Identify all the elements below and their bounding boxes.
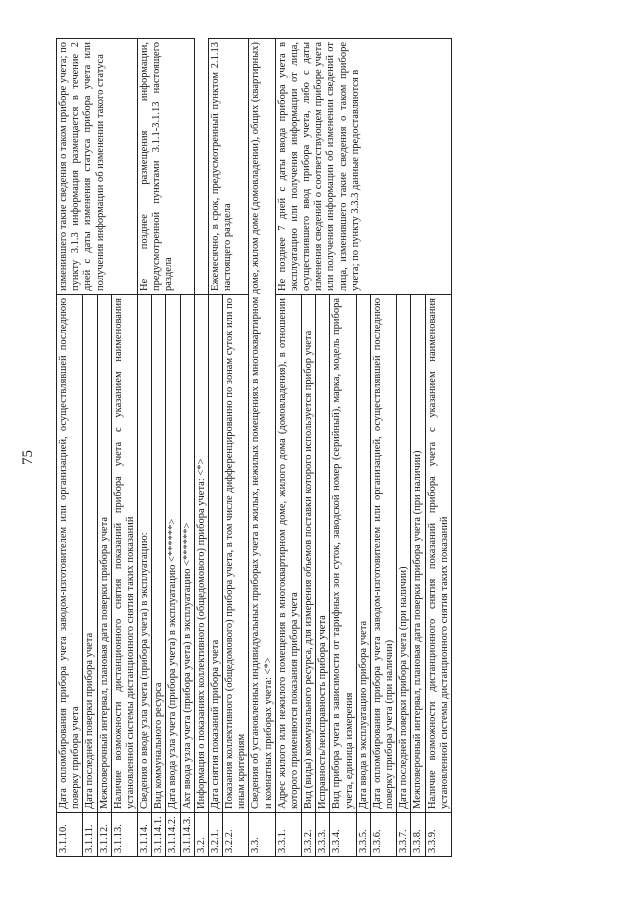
row-number: 3.3.6. (370, 813, 396, 857)
row-number: 3.2. (194, 813, 208, 857)
row-text: Вид (виды) коммунального ресурса, для измерения объемов поставки которого используется прибор учета (302, 295, 316, 813)
row-number: 3.3.4. (330, 813, 356, 857)
row-text: Адрес жилого или нежилого помещения в многоквартирном доме, жилого дома (домовладения), в отношении которого применяются показания прибора учета (275, 295, 301, 813)
row-text: Наличие возможности дистанционного снятия показаний прибора учета с указанием наименования установленной системы дистанционного снятия таких показаний (111, 295, 137, 813)
row-number: 3.1.14.3. (180, 813, 194, 857)
row-number: 3.2.1. (208, 813, 222, 857)
row-text: Вид прибора учета в зависимости от тарифных зон суток, заводской номер (серийный), марка, модель прибора учета, единица измерения (330, 295, 356, 813)
row-number: 3.3.5. (356, 813, 370, 857)
row-text: Сведения об установленных индивидуальных приборах учета в жилых, нежилых помещениях в многоквартирном доме, жилом доме (домовладении), общих (квартирных) и комнатных приборах учета: <*> (249, 39, 275, 813)
row-deadline: Не позднее размещения информации, предусмотренной пунктами 3.1.1-3.1.13 настоящего раздела (138, 39, 195, 295)
table-row (208, 39, 222, 857)
empty-cell (194, 39, 208, 295)
row-number: 3.3.3. (316, 813, 330, 857)
row-number: 3.3.7. (397, 813, 411, 857)
row-text: Показания коллективного (общедомового) прибора учета, в том числе дифференцированно по зонам суток или по иным критериям (223, 295, 249, 813)
row-text: Дата последней поверки прибора учета (83, 295, 97, 813)
row-text: Дата снятия показаний прибора учета (208, 295, 222, 813)
row-number: 3.1.14. (138, 813, 152, 857)
row-text: Дата последней поверки прибора учета (при наличии) (397, 295, 411, 813)
row-text: Вид коммунального ресурса (152, 295, 166, 813)
row-text: Акт ввода узла учета (прибора учета) в эксплуатацию <******> (180, 295, 194, 813)
row-number: 3.3.1. (275, 813, 301, 857)
table-row (249, 39, 275, 857)
row-number: 3.3. (249, 813, 275, 857)
row-text: Дата ввода узла учета (прибора учета) в эксплуатацию <******> (166, 295, 180, 813)
table-row (57, 39, 83, 857)
row-number: 3.1.11. (83, 813, 97, 857)
table-row (194, 39, 208, 857)
table-row (275, 39, 301, 857)
page-number: 75 (20, 450, 36, 465)
row-text: Межповерочный интервал, плановая дата поверки прибора учета (97, 295, 111, 813)
row-text: Дата опломбирования прибора учета заводом-изготовителем или организацией, осуществлявшей последнюю поверку прибора учета (при наличии) (370, 295, 396, 813)
row-number: 3.3.9. (425, 813, 451, 857)
row-text: Сведения о вводе узла учета (прибора учета) в эксплуатацию: (138, 295, 152, 813)
row-number: 3.1.14.2. (166, 813, 180, 857)
row-deadline: Ежемесячно, в срок, предусмотренный пунктом 2.1.13 настоящего раздела (208, 39, 249, 295)
row-number: 3.3.2. (302, 813, 316, 857)
table-row (138, 39, 152, 857)
row-number: 3.2.2. (223, 813, 249, 857)
row-number: 3.1.14.1. (152, 813, 166, 857)
row-deadline: изменившего такие сведения о таком приборе учета; по пункту 3.1.3 информация размещается в течение 2 дней с даты изменения статуса прибора учета или получения информации об изменении такого статуса (57, 39, 138, 295)
row-number: 3.3.8. (411, 813, 425, 857)
row-deadline: Не позднее 7 дней с даты ввода прибора учета в эксплуатацию или получения информации от лица, осуществившего ввод прибора учета, либо с даты изменения сведений о соответствующем приборе учета или получения информации об изменении сведений от лица, изменившего такие сведения о таком приборе учета; по пункту 3.3.3 данные предоставляются в (275, 39, 451, 295)
row-number: 3.1.12. (97, 813, 111, 857)
row-number: 3.1.10. (57, 813, 83, 857)
disclosure-table (56, 38, 452, 857)
row-number: 3.1.13. (111, 813, 137, 857)
row-text: Наличие возможности дистанционного снятия показаний прибора учета с указанием наименования установленной системы дистанционного снятия таких показаний (425, 295, 451, 813)
row-text: Исправность/неисправность прибора учета (316, 295, 330, 813)
row-text: Дата опломбирования прибора учета заводом-изготовителем или организацией, осуществлявшей последнюю поверку прибора учета (57, 295, 83, 813)
row-text: Дата ввода в эксплуатацию прибора учета (356, 295, 370, 813)
row-text: Информация о показаниях коллективного (общедомового) прибора учета: <*> (194, 295, 208, 813)
row-text: Межповерочный интервал, плановая дата поверки прибора учета (при наличии) (411, 295, 425, 813)
